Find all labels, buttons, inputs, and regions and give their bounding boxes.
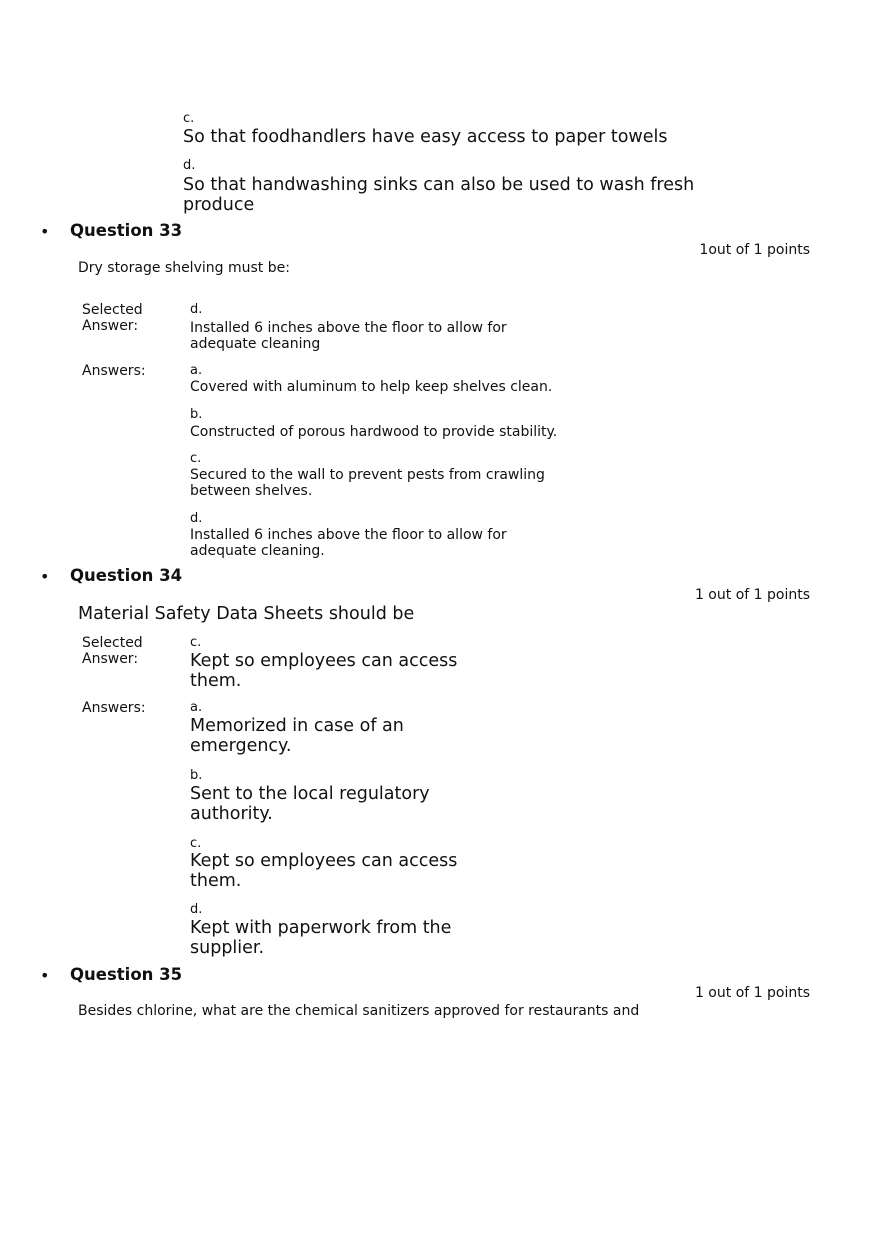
answer-letter: c. [190,836,202,851]
selected-text: Kept so employees can access them. [190,651,458,691]
answer-text: Kept so employees can access them. [190,851,458,891]
answers-label: Answers: [82,363,146,379]
selected-letter: c. [190,635,202,650]
answer-letter: c. [190,451,202,466]
question-33-title: Question 33 [70,221,183,240]
bullet: • [40,222,50,241]
answer-text: Covered with aluminum to help keep shelves clean. [190,379,553,395]
question-35-title: Question 35 [70,965,183,984]
answer-letter: d. [190,902,203,917]
question-34-points: 1 out of 1 points [694,587,810,603]
answer-text: Constructed of porous hardwood to provide stability. [190,424,558,440]
selected-answer-label: Selected Answer: [82,635,143,667]
option-text: So that handwashing sinks can also be used to wash fresh produce [183,175,695,215]
answer-letter: a. [190,363,203,378]
bullet: • [40,567,50,586]
question-33-points: 1out of 1 points [699,242,810,258]
question-34-title: Question 34 [70,566,183,585]
answer-letter: d. [190,511,203,526]
option-letter: d. [183,158,196,173]
selected-answer-label: Selected Answer: [82,302,143,334]
answer-letter: b. [190,768,203,783]
bullet: • [40,966,50,985]
answer-text: Memorized in case of an emergency. [190,716,404,756]
answer-letter: b. [190,407,203,422]
question-33-prompt: Dry storage shelving must be: [78,260,290,276]
selected-text: Installed 6 inches above the floor to allow for adequate cleaning [190,320,507,352]
answer-text: Installed 6 inches above the floor to allow for adequate cleaning. [190,527,507,559]
question-35-points: 1 out of 1 points [694,985,810,1001]
answer-text: Sent to the local regulatory authority. [190,784,430,824]
option-text: So that foodhandlers have easy access to paper towels [183,127,668,147]
answer-text: Kept with paperwork from the supplier. [190,918,452,958]
question-34-prompt: Material Safety Data Sheets should be [78,604,415,624]
option-letter: c. [183,111,195,126]
selected-letter: d. [190,302,203,317]
answer-text: Secured to the wall to prevent pests from crawling between shelves. [190,467,545,499]
answer-letter: a. [190,700,203,715]
question-35-prompt: Besides chlorine, what are the chemical sanitizers approved for restaurants and [78,1003,640,1019]
answers-label: Answers: [82,700,146,716]
